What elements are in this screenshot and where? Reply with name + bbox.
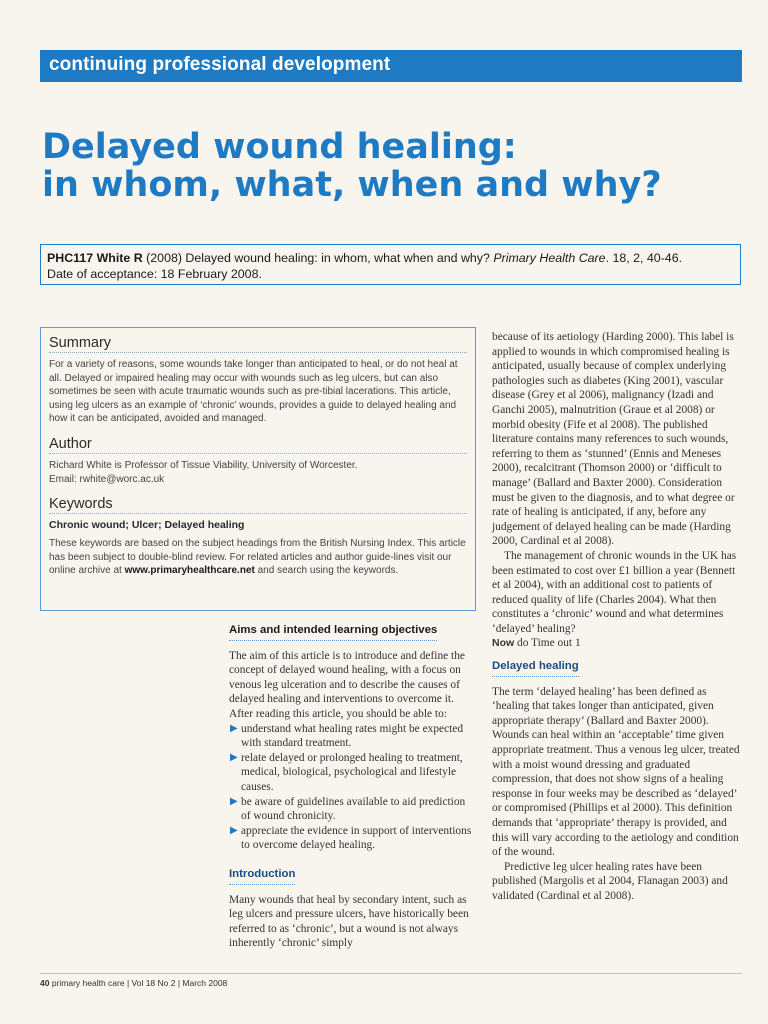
- objective-item: [229, 751, 475, 795]
- middle-column: [229, 623, 475, 951]
- objectives-list: [229, 722, 475, 853]
- keywords-note: [49, 537, 467, 578]
- citation-text: (2008) Delayed wound healing: in whom, what when and why?: [142, 251, 494, 265]
- objective-item: [229, 722, 475, 751]
- time-out-prompt: [492, 636, 742, 651]
- triangle-bullet-icon: ▶: [230, 824, 238, 836]
- page-footer: [40, 978, 227, 988]
- summary-section: [49, 335, 467, 426]
- author-section: [49, 436, 467, 486]
- triangle-bullet-icon: ▶: [230, 751, 238, 763]
- objective-item: [229, 824, 475, 853]
- triangle-bullet-icon: ▶: [230, 795, 238, 807]
- citation-box: [40, 244, 741, 285]
- introduction-text: Many wounds that heal by secondary intent, such as leg ulcers and pressure ulcers, have historically been referred to as ‘chronic’, but a wound is not always inherently ‘chronic’ simply: [229, 893, 469, 950]
- objective-item: [229, 795, 475, 824]
- now-label: Now: [492, 637, 515, 650]
- introduction-heading: Introduction: [229, 867, 295, 885]
- author-heading: Author: [49, 436, 467, 454]
- body-paragraph-2: The management of chronic wounds in the UK has been estimated to cost over £1 billion a year (Bennett et al 2004), with an additional cost to patients of reduced quality of life (Charles 2004). What then constitutes a ‘chronic’ wound and what determines ‘delayed’ healing?: [492, 549, 737, 635]
- page-number: 40: [40, 978, 50, 988]
- right-column: [492, 330, 742, 904]
- keywords-heading: Keywords: [49, 496, 467, 514]
- citation-journal: Primary Health Care: [493, 251, 606, 265]
- body-paragraph-4: Predictive leg ulcer healing rates have been published (Margolis et al 2004, Flanagan 2003) and validated (Cardinal et al 2008).: [492, 860, 728, 902]
- title-line-2: in whom, what, when and why?: [42, 165, 662, 205]
- author-email[interactable]: Email: rwhite@worc.ac.uk: [49, 473, 165, 485]
- delayed-healing-heading: Delayed healing: [492, 659, 579, 677]
- keywords-note-a: These keywords are based on the subject headings from the British Nursing Index. This article has been subject to double-blind review. For related articles and author guide-lines visit our online archive at: [49, 538, 466, 577]
- footer-text: primary health care | Vol 18 No 2 | March 2008: [49, 978, 228, 988]
- summary-text: For a variety of reasons, some wounds take longer than anticipated to heal, or do not heal at all. Delayed or impaired healing may occur with wounds such as leg ulcers, but can also sometimes be seen with acute traumatic wounds such as pre-tibial lacerations. This article, using leg ulcers as an example of ‘chronic’ wounds, provides a guide to delayed healing and how it can be anticipated, avoided and managed.: [49, 359, 458, 425]
- citation-tail: . 18, 2, 40-46.: [605, 251, 683, 265]
- summary-heading: Summary: [49, 335, 467, 353]
- author-affiliation: Richard White is Professor of Tissue Viability, University of Worcester.: [49, 459, 358, 471]
- footer-divider: [40, 973, 742, 974]
- keywords-section: [49, 496, 467, 578]
- acceptance-date: Date of acceptance: 18 February 2008.: [47, 267, 262, 281]
- aims-heading: Aims and intended learning objectives: [229, 623, 437, 641]
- title-line-1: Delayed wound healing:: [42, 127, 517, 167]
- journal-url-link[interactable]: www.primaryhealthcare.net: [124, 565, 255, 577]
- triangle-bullet-icon: ▶: [230, 722, 238, 734]
- aims-intro: The aim of this article is to introduce and define the concept of delayed wound healing, with a focus on venous leg ulceration and to describe the causes of delayed healing and interventions to overcome it. After reading this article, you should be able to:: [229, 649, 465, 720]
- body-paragraph-3: The term ‘delayed healing’ has been defined as ‘healing that takes longer than anticipated, given appropriate therapy’ (Ballard and Baxter 2000). Wounds can heal within an ‘acceptable’ time given appropriate treatment. Thus a venous leg ulcer, treated with a moist wound dressing and graduated compression, that does not show signs of a healing response in four weeks may be described as ‘delayed’ or compromised (Phillips et al 2000). This definition demands that ‘appropriate’ therapy is provided, and this will vary according to the aetiology and condition of the wound.: [492, 685, 740, 859]
- section-banner: continuing professional development: [40, 50, 742, 82]
- now-text: do Time out 1: [514, 637, 581, 650]
- keywords-list: Chronic wound; Ulcer; Delayed healing: [49, 519, 245, 532]
- objective-text: appreciate the evidence in support of interventions to overcome delayed healing.: [241, 824, 472, 852]
- citation-code: PHC117 White R: [47, 251, 143, 265]
- objective-text: understand what healing rates might be expected with standard treatment.: [241, 722, 464, 750]
- keywords-note-b: and search using the keywords.: [254, 565, 399, 577]
- objective-text: relate delayed or prolonged healing to treatment, medical, biological, psychological and lifestyle causes.: [241, 751, 463, 793]
- objective-text: be aware of guidelines available to aid prediction of wound chronicity.: [241, 795, 466, 823]
- summary-box: [40, 327, 476, 611]
- body-paragraph-1: because of its aetiology (Harding 2000). This label is applied to wounds in which compromised healing is anticipated, usually because of complex underlying pathologies such as diabetes (King 2001), vascular disease (Grey et al 2006), malignancy (Izadi and Ganchi 2005), malnutrition (Graue et al 2008) or morbid obesity (Fife et al 2008). The published literature contains many references to such wounds, referring to them as ‘stunned’ (Ennis and Meneses 2000), recalcitrant (Thomson 2000) or ‘difficult to manage’ (Ballard and Baxter 2000). Consideration must be given to the diagnosis, and to what degree or rate of healing is anticipated, if any, before any judgement of delayed healing can be made (Harding 2000, Cardinal et al 2008).: [492, 331, 735, 548]
- citation-line: [47, 250, 740, 266]
- article-title: [42, 128, 742, 204]
